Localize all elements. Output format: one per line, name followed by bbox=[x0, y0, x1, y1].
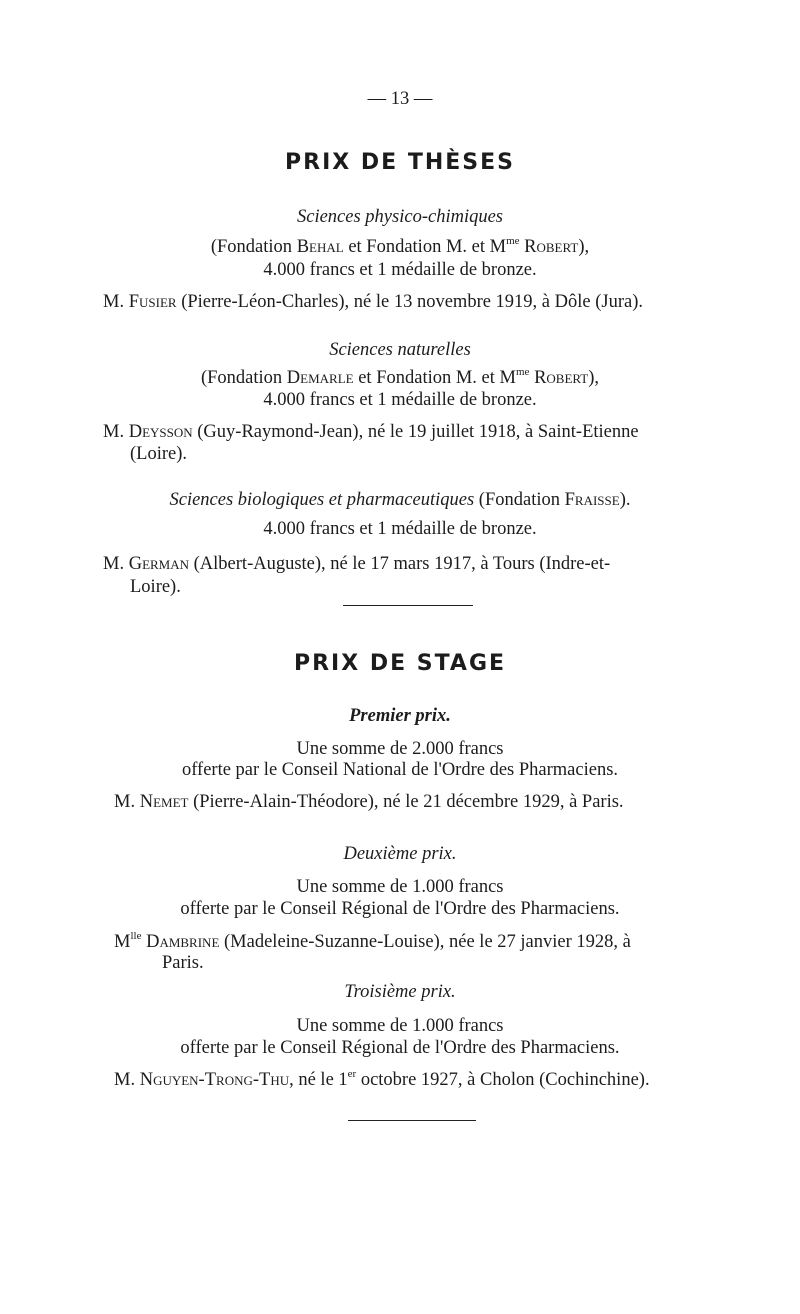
premier-winner: M. Nemet (Pierre-Alain-Théodore), né le 21 décembre 1929, à Paris. bbox=[114, 792, 624, 812]
physico-winner: M. Fusier (Pierre-Léon-Charles), né le 13 novembre 1919, à Dôle (Jura). bbox=[103, 292, 644, 312]
deuxieme-amount: Une somme de 1.000 francs bbox=[296, 877, 504, 897]
naturelles-winner: M. Deysson (Guy-Raymond-Jean), né le 19 juillet 1918, à Saint-Etienne bbox=[103, 422, 639, 442]
troisieme-amount: Une somme de 1.000 francs bbox=[296, 1016, 504, 1036]
naturelles-title: Sciences naturelles bbox=[329, 340, 471, 360]
deuxieme-winner: $M^{lle}$ Dambrine (Madeleine-Suzanne-Louise), née le 27 janvier 1928, à bbox=[114, 929, 631, 952]
naturelles-winner-cont: (Loire). bbox=[130, 444, 188, 464]
naturelles-foundation-line: (Fondation Demarle et Fondation M. et $M^{me}$ Robert), bbox=[200, 365, 600, 388]
biologiques-award-line: 4.000 francs et 1 médaille de bronze. bbox=[263, 519, 537, 539]
biologiques-title-line: Sciences biologiques et pharmaceutiques (Fondation Fraisse). bbox=[169, 490, 631, 510]
page-number: — 13 — bbox=[367, 89, 433, 109]
stage-heading: PRIX DE STAGE bbox=[293, 651, 507, 676]
premier-prix-title: Premier prix. bbox=[349, 706, 451, 726]
troisieme-prix-title: Troisième prix. bbox=[344, 982, 456, 1002]
deuxieme-winner-cont: Paris. bbox=[162, 953, 204, 973]
premier-offered: offerte par le Conseil National de l'Ordre des Pharmaciens. bbox=[181, 760, 619, 780]
theses-heading: PRIX DE THÈSES bbox=[285, 150, 515, 175]
physico-title: Sciences physico-chimiques bbox=[297, 207, 503, 227]
closing-divider bbox=[348, 1120, 476, 1121]
biologiques-winner-cont: Loire). bbox=[130, 577, 181, 597]
troisieme-offered: offerte par le Conseil Régional de l'Ordre des Pharmaciens. bbox=[180, 1038, 620, 1058]
physico-foundation-line: (Fondation Behal et Fondation M. et $M^{me}$ Robert), bbox=[210, 234, 590, 257]
biologiques-winner: M. German (Albert-Auguste), né le 17 mars 1917, à Tours (Indre-et- bbox=[103, 554, 611, 574]
physico-award-line: 4.000 francs et 1 médaille de bronze. bbox=[263, 260, 537, 280]
premier-amount: Une somme de 2.000 francs bbox=[296, 739, 504, 759]
section-divider bbox=[343, 605, 473, 606]
troisieme-winner: M. Nguyen-Trong-Thu, né le 1er octobre 1927, à Cholon (Cochinchine). bbox=[114, 1067, 650, 1090]
naturelles-award-line: 4.000 francs et 1 médaille de bronze. bbox=[263, 390, 537, 410]
deuxieme-offered: offerte par le Conseil Régional de l'Ordre des Pharmaciens. bbox=[180, 899, 620, 919]
deuxieme-prix-title: Deuxième prix. bbox=[343, 844, 457, 864]
